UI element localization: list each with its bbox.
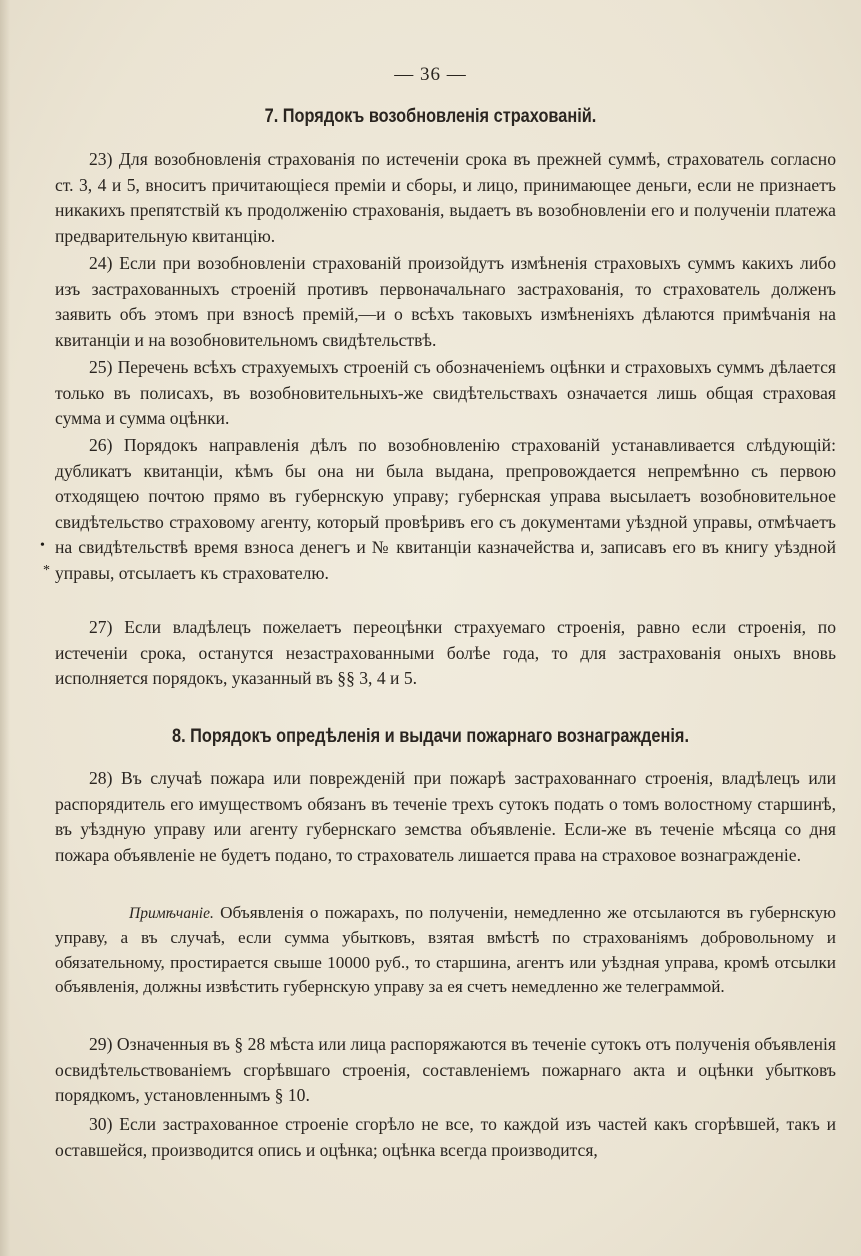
paragraph-24: 24) Если при возобновленіи страхованій произойдутъ измѣненія страховыхъ суммъ какихъ либо изъ застрахованныхъ строеній противъ первоначальнаго застрахованія, то страхователь долженъ заявить объ этомъ при взносѣ премій,—и о всѣхъ таковыхъ измѣненіяхъ дѣлаются примѣчанія на квитанціи и на возобновительномъ свидѣтельствѣ.	[55, 253, 836, 350]
paragraph-26: 26) Порядокъ направленія дѣлъ по возобновленію страхованій устанавливается слѣдующій: дубликатъ квитанціи, кѣмъ бы она ни была выдана, препровождается непремѣнно съ первою отходящею почтою прямо въ губернскую управу; губернская управа высылаетъ возобновительное свидѣтельство страховому агенту, который провѣривъ его съ документами уѣздной управы, отмѣчаетъ на свидѣтельствѣ время взноса денегъ и № квитанціи казначейства и, записавъ его въ книгу уѣздной управы, отсылаетъ къ страхователю.	[55, 435, 836, 583]
paragraph-30: 30) Если застрахованное строеніе сгорѣло не все, то каждой изъ частей какъ сгорѣвшей, такъ и оставшейся, производится опись и оцѣнка; оцѣнка всегда производится,	[55, 1114, 836, 1160]
note-paragraph	[55, 901, 836, 1000]
page-number: — 36 —	[394, 64, 467, 85]
paragraph-28: 28) Въ случаѣ пожара или поврежденій при пожарѣ застрахованнаго строенія, владѣлецъ или распорядитель его имуществомъ обязанъ въ теченіе трехъ сутокъ подать о томъ волостному старшинѣ, въ уѣздную управу или агенту губернскаго земства объявленіе. Если-же въ теченіе мѣсяца со дня пожара объявленіе не будетъ подано, то страхователь лишается права на страховое вознагражденіе.	[55, 768, 836, 865]
section-8-heading: 8. Порядокъ опредѣленія и выдачи пожарнаго вознагражденія.	[171, 726, 690, 747]
ink-star-mark: *	[43, 563, 50, 578]
note-label: Примѣчаніе.	[129, 905, 214, 922]
ink-dot-mark: •	[40, 538, 45, 553]
note-text: Объявленія о пожарахъ, по полученіи, немедленно же отсылаются въ губернскую управу, а въ случаѣ, если сумма убытковъ, взятая вмѣстѣ по страхованіямъ добровольному и обязательному, простирается свыше 10000 руб., то старшина, агентъ или уѣздная управа, кромѣ отсылки объявленія, должны извѣстить губернскую управу за ея счетъ немедленно же телеграммой.	[55, 903, 836, 997]
section-7-heading: 7. Порядокъ возобновленія страхованій.	[264, 106, 597, 127]
paragraph-29: 29) Означенныя въ § 28 мѣста или лица распоряжаются въ теченіе сутокъ отъ полученія объявленія освидѣтельствованіемъ сгорѣвшаго строенія, составленіемъ пожарнаго акта и оцѣнки убытковъ порядкомъ, установленнымъ § 10.	[55, 1034, 836, 1106]
paragraph-27: 27) Если владѣлецъ пожелаетъ переоцѣнки страхуемаго строенія, равно если строенія, по истеченіи срока, останутся незастрахованными болѣе года, то для застрахованія оныхъ вновь исполняется порядокъ, указанный въ §§ 3, 4 и 5.	[55, 617, 836, 689]
paragraph-23: 23) Для возобновленія страхованія по истеченіи срока въ прежней суммѣ, страхователь согласно ст. 3, 4 и 5, вноситъ причитающіеся преміи и сборы, и лицо, принимающее деньги, если не признаетъ никакихъ препятствій къ продолженію страхованія, выдаетъ въ возобновленіи его и полученіи платежа предварительную квитанцію.	[55, 149, 836, 246]
page-edge-shadow	[0, 0, 10, 1256]
paragraph-25: 25) Перечень всѣхъ страхуемыхъ строеній съ обозначеніемъ оцѣнки и страховыхъ суммъ дѣлается только въ полисахъ, въ возобновительныхъ-же свидѣтельствахъ означается лишь общая страховая сумма и сумма оцѣнки.	[55, 357, 836, 429]
